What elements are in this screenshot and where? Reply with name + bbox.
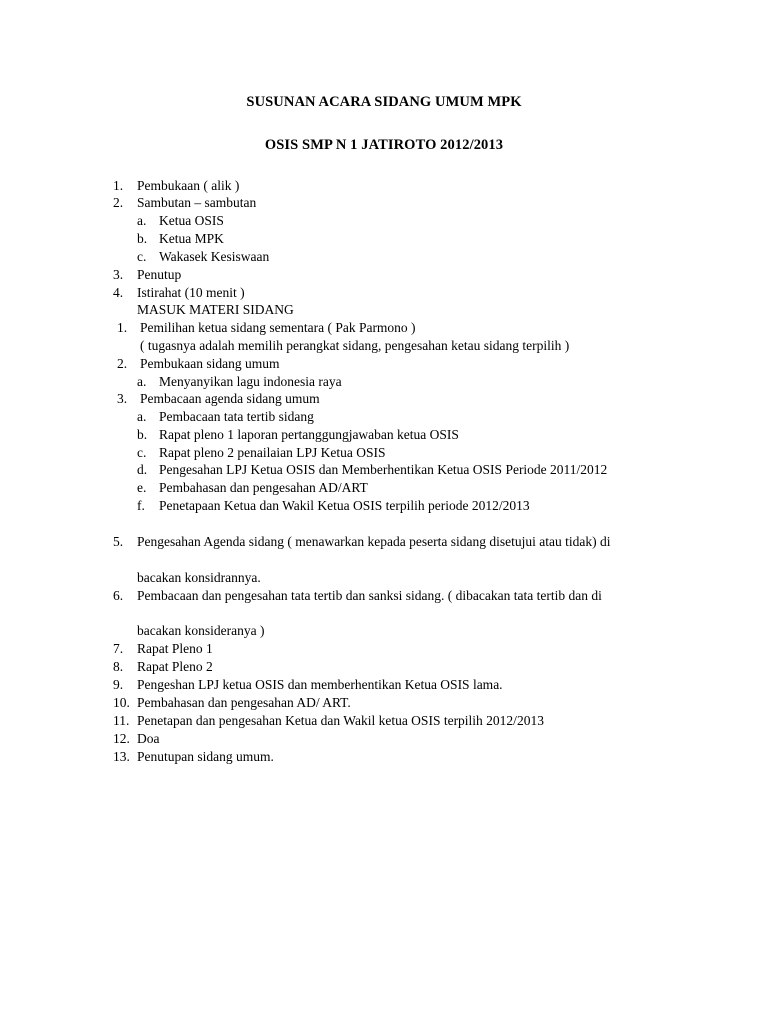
sublist-item: Menyanyikan lagu indonesia raya — [159, 374, 342, 389]
list-item: Pengeshan LPJ ketua OSIS dan memberhentikan Ketua OSIS lama. — [137, 677, 503, 692]
list-number: 13. — [113, 749, 130, 764]
list-number: 10. — [113, 695, 130, 710]
sublist-item: Pembacaan tata tertib sidang — [159, 409, 314, 424]
list-item: Pembukaan sidang umum — [140, 356, 280, 371]
sublist-letter: f. — [137, 498, 145, 513]
document-title: SUSUNAN ACARA SIDANG UMUM MPK — [246, 94, 522, 110]
list-number: 3. — [117, 391, 128, 406]
list-number: 2. — [117, 356, 128, 371]
list-number: 1. — [113, 178, 124, 193]
document-subtitle: OSIS SMP N 1 JATIROTO 2012/2013 — [264, 137, 504, 153]
sublist-letter: b. — [137, 231, 148, 246]
list-item: Rapat Pleno 1 — [137, 641, 213, 656]
sublist-letter: d. — [137, 462, 148, 477]
sublist-item: Wakasek Kesiswaan — [159, 249, 270, 264]
list-number: 9. — [113, 677, 124, 692]
sublist-item: Ketua MPK — [159, 231, 224, 246]
list-number: 5. — [113, 534, 124, 549]
list-item: Rapat Pleno 2 — [137, 659, 213, 674]
sublist-item: Pembahasan dan pengesahan AD/ART — [159, 480, 368, 495]
list-item: Penutup — [137, 267, 182, 282]
list-number: 8. — [113, 659, 124, 674]
list-item: Pembahasan dan pengesahan AD/ ART. — [137, 695, 351, 710]
sublist-letter: b. — [137, 427, 148, 442]
list-item-continuation: bacakan konsidrannya. — [137, 570, 261, 585]
sublist-item: Pengesahan LPJ Ketua OSIS dan Memberhentikan Ketua OSIS Periode 2011/2012 — [159, 462, 608, 477]
sublist-item: Rapat pleno 2 penailaian LPJ Ketua OSIS — [159, 445, 386, 460]
list-item-note: ( tugasnya adalah memilih perangkat sidang, pengesahan ketau sidang terpilih ) — [140, 338, 570, 353]
section-heading: MASUK MATERI SIDANG — [137, 302, 294, 317]
sublist-letter: a. — [137, 409, 147, 424]
sublist-letter: c. — [137, 249, 147, 264]
sublist-item: Rapat pleno 1 laporan pertanggungjawaban ketua OSIS — [159, 427, 459, 442]
list-number: 1. — [117, 320, 128, 335]
list-number: 3. — [113, 267, 124, 282]
list-number: 12. — [113, 731, 130, 746]
list-number: 2. — [113, 195, 124, 210]
sublist-letter: a. — [137, 374, 147, 389]
list-item: Istirahat (10 menit ) — [137, 285, 245, 300]
list-item-continuation: bacakan konsideranya ) — [137, 623, 265, 638]
list-item: Sambutan – sambutan — [137, 195, 257, 210]
sublist-item: Ketua OSIS — [159, 213, 224, 228]
list-number: 6. — [113, 588, 124, 603]
sublist-letter: c. — [137, 445, 147, 460]
sublist-letter: e. — [137, 480, 147, 495]
list-item: Pembacaan dan pengesahan tata tertib dan sanksi sidang. ( dibacakan tata tertib dan di — [137, 588, 602, 603]
list-item: Penetapan dan pengesahan Ketua dan Wakil ketua OSIS terpilih 2012/2013 — [137, 713, 544, 728]
list-item: Pembacaan agenda sidang umum — [140, 391, 320, 406]
sublist-letter: a. — [137, 213, 147, 228]
list-item: Penutupan sidang umum. — [137, 749, 274, 764]
sublist-item: Penetapaan Ketua dan Wakil Ketua OSIS terpilih periode 2012/2013 — [159, 498, 530, 513]
list-item: Pengesahan Agenda sidang ( menawarkan kepada peserta sidang disetujui atau tidak) di — [137, 534, 611, 549]
list-number: 11. — [113, 713, 130, 728]
list-item: Doa — [137, 731, 160, 746]
list-number: 4. — [113, 285, 124, 300]
list-item: Pembukaan ( alik ) — [137, 178, 240, 193]
list-item: Pemilihan ketua sidang sementara ( Pak Parmono ) — [140, 320, 416, 335]
list-number: 7. — [113, 641, 124, 656]
